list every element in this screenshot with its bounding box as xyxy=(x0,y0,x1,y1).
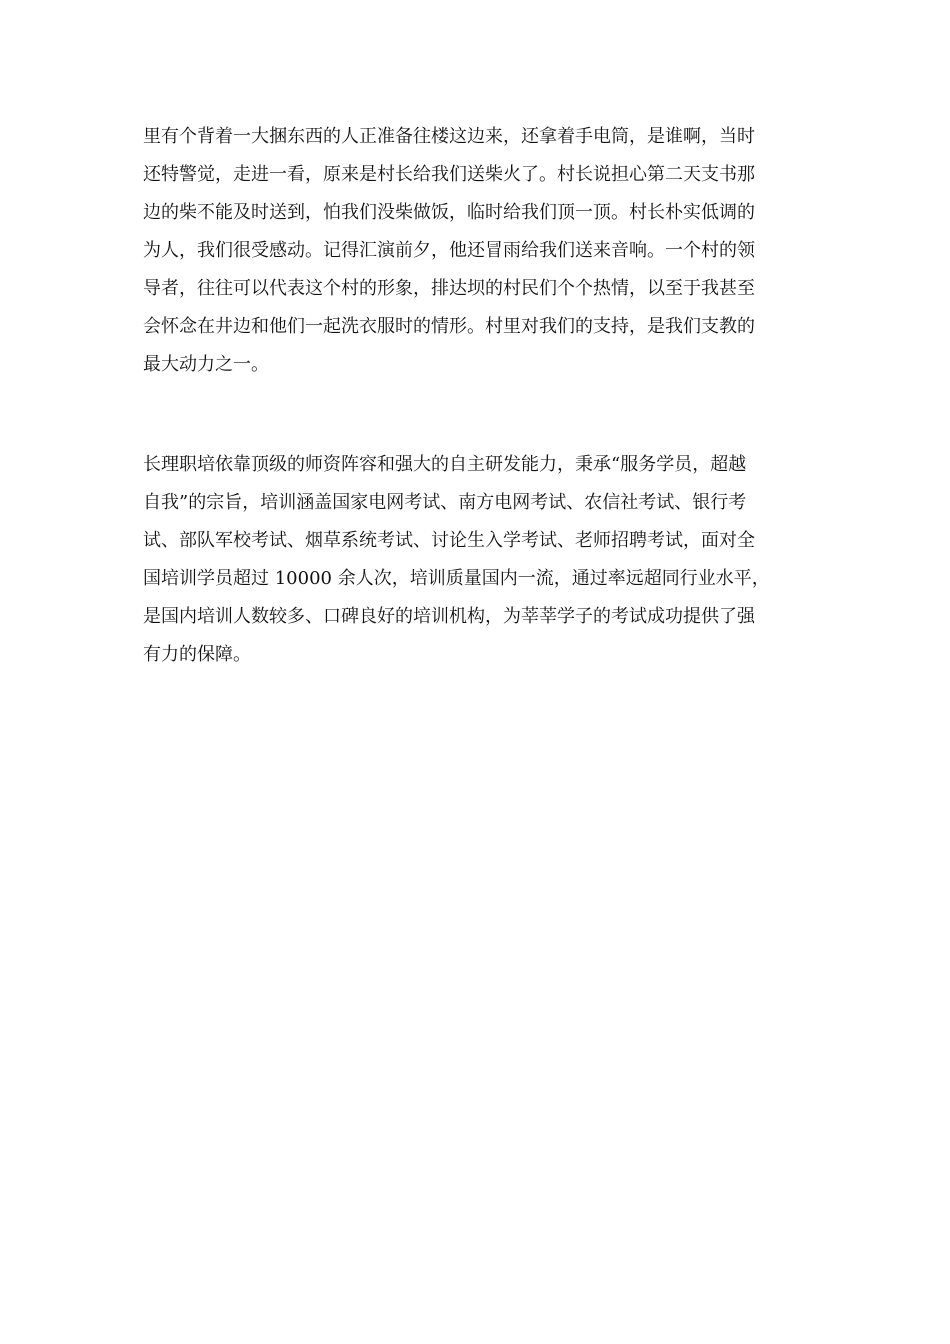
text-line: 国培训学员超过 10000 余人次，培训质量国内一流，通过率远超同行业水平， xyxy=(143,568,770,589)
paragraph-training-promo xyxy=(143,446,808,674)
paragraph-village-head xyxy=(143,118,808,384)
text-line: 试、部队军校考试、烟草系统考试、讨论生入学考试、老师招聘考试，面对全 xyxy=(143,530,755,551)
text-line: 边的柴不能及时送到，怕我们没柴做饭，临时给我们顶一顶。村长朴实低调的 xyxy=(143,202,755,223)
text-line: 会怀念在井边和他们一起洗衣服时的情形。村里对我们的支持，是我们支教的 xyxy=(143,316,755,337)
text-line: 最大动力之一。 xyxy=(143,354,269,375)
text-line: 长理职培依靠顶级的师资阵容和强大的自主研发能力，秉承“服务学员，超越 xyxy=(143,454,747,475)
text-line: 是国内培训人数较多、口碑良好的培训机构，为莘莘学子的考试成功提供了强 xyxy=(143,606,755,627)
text-line: 导者，往往可以代表这个村的形象，排达坝的村民们个个热情，以至于我甚至 xyxy=(143,278,755,299)
text-line: 还特警觉，走进一看，原来是村长给我们送柴火了。村长说担心第二天支书那 xyxy=(143,164,755,185)
text-line: 里有个背着一大捆东西的人正准备往楼这边来，还拿着手电筒，是谁啊，当时 xyxy=(143,126,755,147)
text-line: 自我”的宗旨，培训涵盖国家电网考试、南方电网考试、农信社考试、银行考 xyxy=(143,492,747,513)
text-line: 有力的保障。 xyxy=(143,644,251,665)
text-line: 为人，我们很受感动。记得汇演前夕，他还冒雨给我们送来音响。一个村的领 xyxy=(143,240,755,261)
